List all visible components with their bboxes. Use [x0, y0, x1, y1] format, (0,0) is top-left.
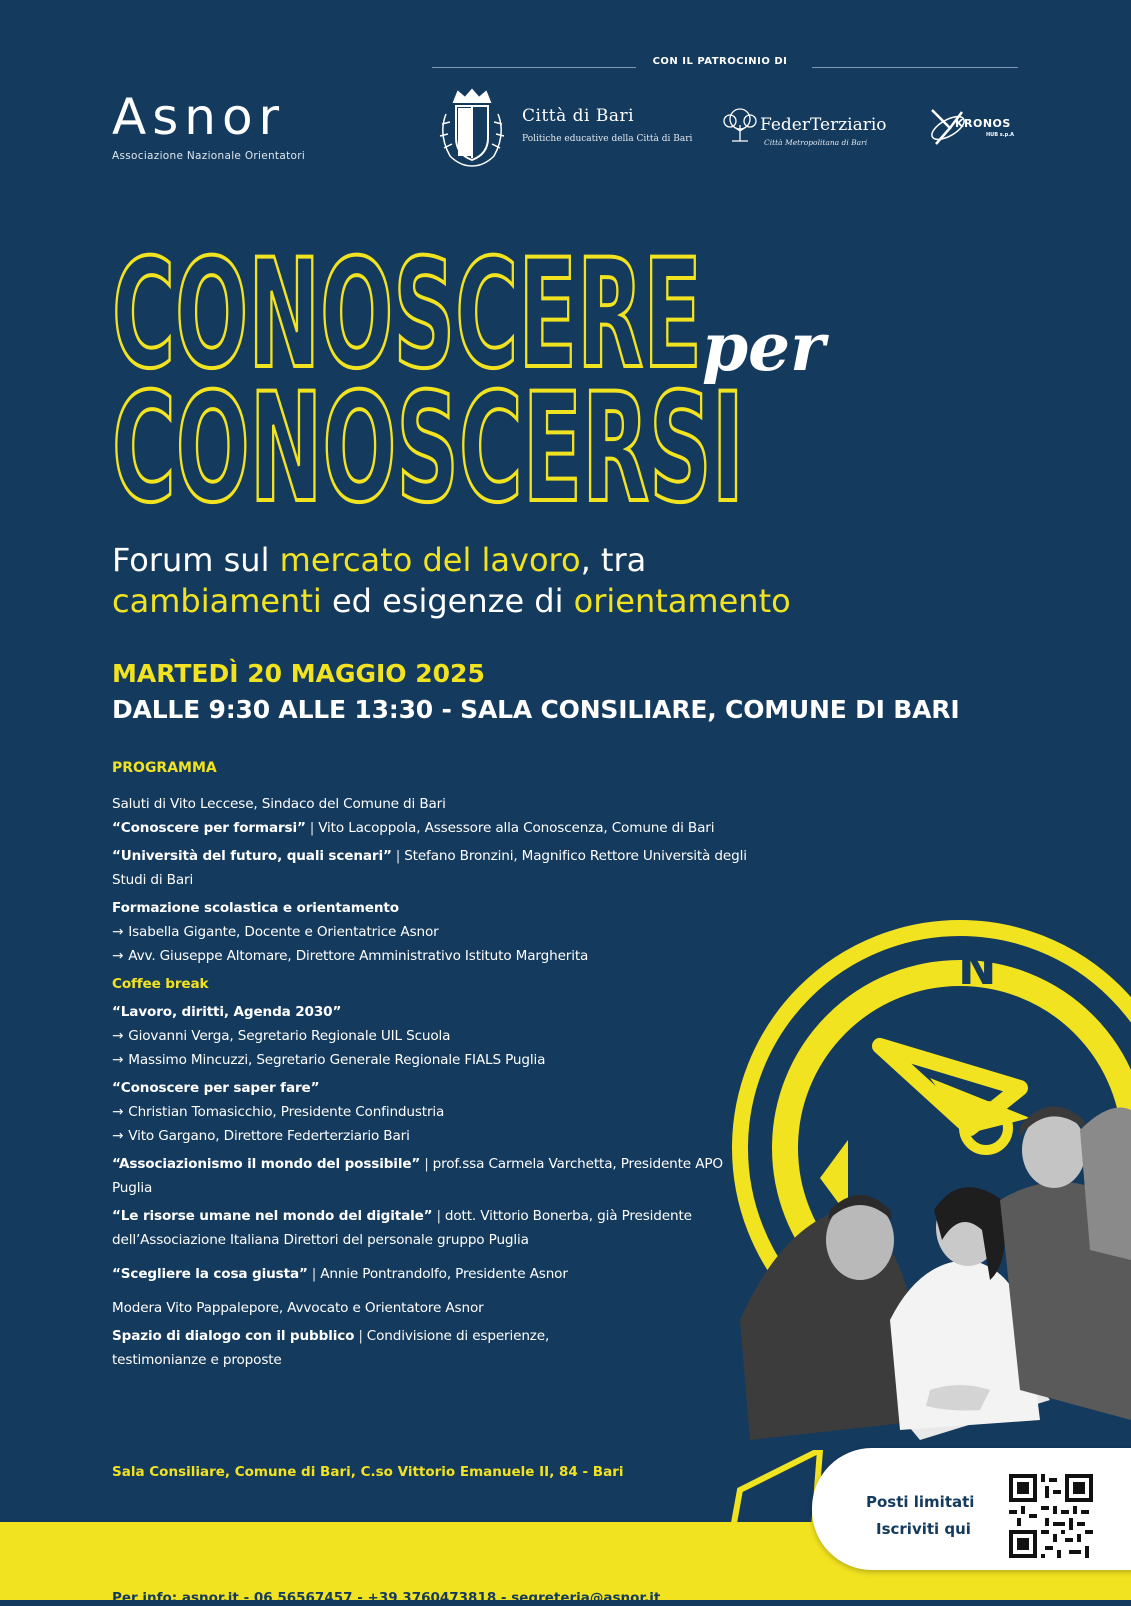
event-title	[100, 238, 860, 528]
footer-contact-info: Per info: asnor.it - 06 56567457 - +39 3760473818 - segreteria@asnor.it	[112, 1590, 661, 1606]
title-line-2: CONOSCERSI	[112, 362, 744, 528]
programma-item-dialogo: Spazio di dialogo con il pubblico | Condivisione di esperienze, testimonianze e proposte	[112, 1328, 550, 1368]
patrocinio-label: CON IL PATROCINIO DI	[652, 56, 788, 67]
registration-link[interactable]: Iscriviti qui	[876, 1520, 971, 1538]
header-rule-right	[812, 67, 1018, 68]
header-rule-left	[432, 67, 636, 68]
programma-item-scegliere: “Scegliere la cosa giusta” | Annie Pontrandolfo, Presidente Asnor	[112, 1266, 568, 1282]
programma-heading: PROGRAMMA	[112, 760, 217, 776]
asnor-logo-subtitle: Associazione Nazionale Orientatori	[112, 150, 306, 162]
bari-name: Città di Bari	[522, 106, 635, 126]
federterziario-tree-icon	[718, 107, 762, 143]
programma-item-formarsi: “Conoscere per formarsi” | Vito Lacoppola, Assessore alla Conoscenza, Comune di Bari	[112, 820, 715, 836]
title-connector: per	[702, 308, 825, 386]
event-time-place: DALLE 9:30 ALLE 13:30 - SALA CONSILIARE, COMUNE DI BARI	[112, 695, 960, 724]
subtitle-highlight-orientamento: orientamento	[573, 582, 791, 620]
programma-item-modera: Modera Vito Pappalepore, Avvocato e Orientatore Asnor	[112, 1300, 484, 1316]
programma-item-coffee-break: Coffee break	[112, 976, 209, 992]
event-subtitle	[112, 540, 1012, 622]
subtitle-highlight-cambiamenti: cambiamenti	[112, 582, 322, 620]
programma-item-associazionismo: “Associazionismo il mondo del possibile” | prof.ssa Carmela Varchetta, Presidente APO Puglia	[112, 1156, 723, 1196]
federterziario-subtitle: Città Metropolitana di Bari	[764, 138, 868, 147]
compass-north-letter: N	[958, 941, 997, 995]
subtitle-part-5: ed esigenze di	[321, 582, 574, 620]
asnor-logo: Asnor	[112, 88, 286, 146]
qr-code-icon[interactable]	[1005, 1470, 1097, 1562]
programma-item-universita: “Università del futuro, quali scenari” | Stefano Bronzini, Magnifico Rettore Università degli Studi di Bari	[112, 848, 747, 888]
kronos-name: KRONOS	[955, 117, 1011, 130]
programma-item-risorse-umane: “Le risorse umane nel mondo del digitale” | dott. Vittorio Bonerba, già Presidente dell’Associazione Italiana Direttori del personale gruppo Puglia	[112, 1208, 692, 1248]
footer-address: Sala Consiliare, Comune di Bari, C.so Vittorio Emanuele II, 84 - Bari	[112, 1464, 624, 1480]
registration-limited-seats: Posti limitati	[866, 1493, 975, 1511]
subtitle-highlight-mercato: mercato del lavoro	[279, 541, 581, 579]
federterziario-name: FederTerziario	[760, 115, 887, 135]
programma-item-saper-fare: “Conoscere per saper fare” → Christian Tomasicchio, Presidente Confindustria → Vito Gargano, Direttore Federterziario Bari	[112, 1080, 445, 1144]
subtitle-part-3: , tra	[580, 541, 647, 579]
kronos-subtitle: HUB s.p.A	[986, 132, 1015, 138]
event-date: MARTEDÌ 20 MAGGIO 2025	[112, 659, 485, 688]
programma-list	[112, 792, 802, 1372]
programma-item-saluti: Saluti di Vito Leccese, Sindaco del Comune di Bari	[112, 796, 446, 812]
bari-coat-of-arms-icon	[432, 84, 512, 170]
subtitle-part-1: Forum sul	[112, 541, 280, 579]
title-line-1: CONOSCERE	[112, 238, 702, 402]
programma-item-formazione: Formazione scolastica e orientamento → Isabella Gigante, Docente e Orientatrice Asnor → Avv. Giuseppe Altomare, Direttore Amministrativo Istituto Margherita	[112, 900, 589, 964]
bari-subtitle: Politiche educative della Città di Bari	[522, 134, 693, 144]
programma-item-lavoro: “Lavoro, diritti, Agenda 2030” → Giovanni Verga, Segretario Regionale UIL Scuola → Massimo Mincuzzi, Segretario Generale Regionale FIALS Puglia	[112, 1004, 546, 1068]
team-photo	[720, 1060, 1131, 1480]
